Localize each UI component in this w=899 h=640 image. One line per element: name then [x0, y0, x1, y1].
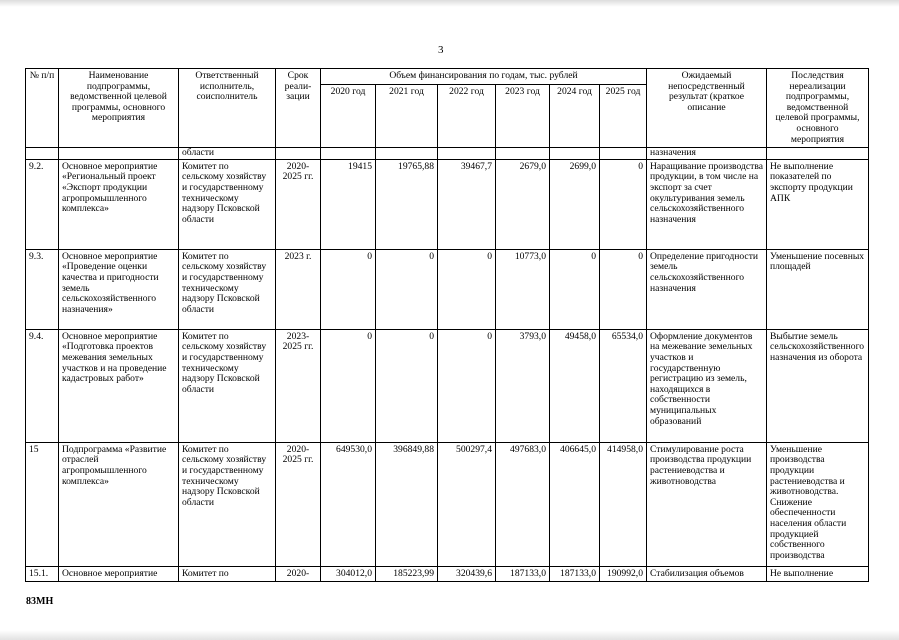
- program-table: [25, 68, 869, 582]
- row-value: 190992,0: [600, 566, 647, 582]
- row-term: 2020-2025 гг.: [276, 159, 321, 249]
- row-num: 9.3.: [26, 249, 59, 329]
- row-value: 406645,0: [550, 442, 600, 566]
- table-row: [26, 329, 869, 442]
- row-value: 320439,6: [438, 566, 496, 582]
- row-value: 497683,0: [496, 442, 550, 566]
- page-number: 3: [438, 44, 444, 56]
- row-responsible: Комитет по сельскому хозяйству и государственному техническому надзору Псковской области: [179, 442, 276, 566]
- continuation-responsible: области: [179, 148, 276, 160]
- row-value: 2679,0: [496, 159, 550, 249]
- scan-edge-bottom: [0, 630, 899, 640]
- header-row: [26, 69, 869, 85]
- row-value: 500297,4: [438, 442, 496, 566]
- row-value: 65534,0: [600, 329, 647, 442]
- continuation-row: [26, 148, 869, 160]
- row-num: 9.4.: [26, 329, 59, 442]
- row-value: 649530,0: [321, 442, 376, 566]
- row-value: 0: [376, 249, 438, 329]
- header-year: 2025 год: [600, 85, 647, 148]
- header-year: 2021 год: [376, 85, 438, 148]
- header-num: № п/п: [26, 69, 59, 148]
- header-responsible: Ответственный исполнитель, соисполнитель: [179, 69, 276, 148]
- header-consequence: Последствия нереализации подпрограммы, ведомственной целевой программы, основного мероприятия: [767, 69, 869, 148]
- row-result: Оформление документов на межевание земельных участков и государственную регистрацию из земель, находящихся в собственности муниципальных образований: [647, 329, 767, 442]
- row-value: 0: [321, 329, 376, 442]
- table-row: [26, 566, 869, 582]
- row-value: 19765,88: [376, 159, 438, 249]
- row-value: 0: [438, 329, 496, 442]
- row-value: 2699,0: [550, 159, 600, 249]
- row-value: 10773,0: [496, 249, 550, 329]
- table-row: [26, 249, 869, 329]
- row-value: 0: [550, 249, 600, 329]
- row-value: 185223,99: [376, 566, 438, 582]
- row-name: Подпрограмма «Развитие отраслей агропромышленного комплекса»: [59, 442, 179, 566]
- row-consequence: Выбытие земель сельскохозяйственного назначения из оборота: [767, 329, 869, 442]
- header-name: Наименование подпрограммы, ведомственной целевой программы, основного мероприятия: [59, 69, 179, 148]
- row-num: 9.2.: [26, 159, 59, 249]
- row-responsible: Комитет по сельскому хозяйству и государственному техническому надзору Псковской области: [179, 329, 276, 442]
- row-value: 0: [600, 159, 647, 249]
- table-row: [26, 442, 869, 566]
- header-year: 2022 год: [438, 85, 496, 148]
- row-result: Определение пригодности земель сельскохозяйственного назначения: [647, 249, 767, 329]
- row-result: Стимулирование роста производства продукции растениеводства и животноводства: [647, 442, 767, 566]
- row-name: Основное мероприятие «Проведение оценки качества и пригодности земель сельскохозяйственного назначения»: [59, 249, 179, 329]
- header-year: 2024 год: [550, 85, 600, 148]
- row-value: 414958,0: [600, 442, 647, 566]
- header-funding: Объем финансирования по годам, тыс. рублей: [321, 69, 647, 85]
- row-value: 0: [438, 249, 496, 329]
- row-value: 187133,0: [496, 566, 550, 582]
- row-value: 187133,0: [550, 566, 600, 582]
- row-consequence: Не выполнение: [767, 566, 869, 582]
- scan-edge-top: [0, 0, 899, 7]
- header-term: Срок реали-зации: [276, 69, 321, 148]
- header-year: 2020 год: [321, 85, 376, 148]
- row-value: 396849,88: [376, 442, 438, 566]
- row-value: 0: [321, 249, 376, 329]
- row-num: 15.1.: [26, 566, 59, 582]
- row-consequence: Уменьшение посевных площадей: [767, 249, 869, 329]
- row-result: Стабилизация объемов: [647, 566, 767, 582]
- header-year: 2023 год: [496, 85, 550, 148]
- row-term: 2020-: [276, 566, 321, 582]
- row-term: 2023 г.: [276, 249, 321, 329]
- row-result: Наращивание производства продукции, в том числе на экспорт за счет окультуривания земель сельскохозяйственного назначения: [647, 159, 767, 249]
- continuation-result: назначения: [647, 148, 767, 160]
- row-responsible: Комитет по сельскому хозяйству и государственному техническому надзору Псковской области: [179, 249, 276, 329]
- row-consequence: Уменьшение производства продукции растениеводства и животноводства. Снижение обеспеченности населения области продукцией собственного производства: [767, 442, 869, 566]
- table-row: [26, 159, 869, 249]
- row-value: 0: [600, 249, 647, 329]
- row-num: 15: [26, 442, 59, 566]
- row-name: Основное мероприятие «Региональный проект «Экспорт продукции агропромышленного комплекса»: [59, 159, 179, 249]
- header-result: Ожидаемый непосредственный результат (краткое описание: [647, 69, 767, 148]
- row-responsible: Комитет по сельскому хозяйству и государственному техническому надзору Псковской области: [179, 159, 276, 249]
- row-value: 304012,0: [321, 566, 376, 582]
- row-responsible: Комитет по: [179, 566, 276, 582]
- document-code: 83МН: [26, 596, 54, 607]
- row-value: 3793,0: [496, 329, 550, 442]
- row-value: 39467,7: [438, 159, 496, 249]
- row-name: Основное мероприятие «Подготовка проектов межевания земельных участков и на проведение кадастровых работ»: [59, 329, 179, 442]
- row-value: 0: [376, 329, 438, 442]
- row-term: 2020-2025 гг.: [276, 442, 321, 566]
- row-value: 49458,0: [550, 329, 600, 442]
- row-name: Основное мероприятие: [59, 566, 179, 582]
- row-term: 2023-2025 гг.: [276, 329, 321, 442]
- row-value: 19415: [321, 159, 376, 249]
- row-consequence: Не выполнение показателей по экспорту продукции АПК: [767, 159, 869, 249]
